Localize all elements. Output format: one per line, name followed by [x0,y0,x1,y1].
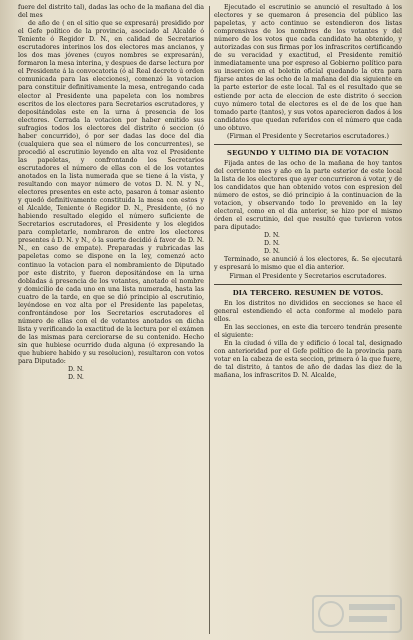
heading-third-day: DIA TERCERO. RESUMEN DE VOTOS. [232,288,384,297]
right-paragraph-terminated: Terminado, se anunció á los electores, &. Se ejecutará y espresará lo mismo que el dia anterior. [214,256,402,272]
right-signature-2: Firman el Presidente y Secretarios escrutadores. [229,272,387,280]
right-signature-1: (Firman el Presidente y Secretarios escrutadores.) [227,132,389,140]
right-paragraph-sections: En las secciones, en este dia tercero tendrán presente el siguiente: [214,323,402,339]
library-watermark-seal [311,594,403,634]
left-paragraph-intro: fuere del distrito tal), dadas las ocho de la mañana del dia del mes [18,4,204,20]
right-candidate-1: D. N. [264,232,280,240]
column-divider [209,6,210,634]
right-candidate-2: D. N. [264,240,280,248]
right-paragraph-second-day: Fijada antes de las ocho de la mañana de hoy tantos del corriente mes y año en la parte esterior de este local la lista de los electores que ayer concurrieron á votar, y de los candidatos que han obtenido votos con espresion del número de estos, se dió principio á la continuacion de la votacion, y observando todo lo prevenido en la ley electoral, como en el dia anterior, se hizo por el mismo órden el escrutinio, del que resultó que tuvieron votos para diputado: [214,159,402,232]
heading-second-day: SEGUNDO Y ULTIMO DIA DE VOTACION [227,148,389,157]
right-paragraph-city: En la ciudad ó villa de y edificio ó local tal, designado con anterioridad por el Gefe político de la provincia para votar en la cabeza de esta seccion, primera ó la que fuere, de tal distrito, á tantos de año de dadas las diez de la mañana, los infrascritos D. N. Alcalde, [214,339,402,380]
left-paragraph-body: de año de ( en el sitio que se expresará) presidido por el Gefe político de la provincia, asociado al Alcalde ó Teniente ó Regidor D. N., en calidad de Secretarios escrutadores interinos los dos electores mas ancianos, y los dos mas jóvenes (cuyos nombres se expresarán), formaron la mesa interina, y despues de darse lectura por el Presidente á la convocatoria (ó al Real decreto ú orden comunicada para las elecciones), comenzó la votacion para constituir definitivamente la mesa, entregando cada elector al Presidente una papeleta con los nombres escritos de los electores para Secretarios escrutadores, y depositándolas este en la urna á presencia de los electores. Cerrada la votacion por haber emitido sus sufragios todos los electores del distrito ó seccion (ó haber concurrido), ó por ser dadas las doce del dia (cualquiera que sea el número de los concurrentes), se procedió al escrutinio leyendo en alta voz el Presidente las papeletas, y confrontando los Secretarios escrutadores el número de ellas con el de los votantes anotados en la lista numerada que se tiene á la vista, y resultando con mayor número de votos D. N. N. y N., electores presentes en este acto, pasaron á tomar asiento y quedó definitivamente constituida la mesa con estos y el Alcalde, Teniente ó Regidor D. N., Presidente, (ó no habiendo resultado elegido el número suficiente de Secretarios escrutadores, el Presidente y los elegidos para completarle, nombraron de entre los electores presentes á D. N. y N., ó la suerte decidió á favor de D. N. N., en caso de empate). Preparadas y rubricadas las papeletas como se dispone en la ley, comenzó acto continuo la votacion para el nombramiento de Diputado por este distrito, y fueron depositándose en la urna dobladas á presencia de los votantes, anotado el nombre y domicilio de cada uno en una lista numerada, hasta las cuatro de la tarde, en que se dió principio al escrutinio, leyéndose en voz alta por el Presidente las papeletas, confrontándose por los Secretarios escrutadores el número de ellas con el de votantes anotados en dicha lista y verificando la exactitud de la lectura por el exámen de las mismas para cerciorarse de su contenido. Hecho sin que hubiese ocurrido duda alguna (ó expresando la que hubiere habido y su resolucion), resultaron con votos para Diputado: [18,20,204,366]
right-column [214,4,402,636]
section-rule-2 [214,284,402,285]
right-paragraph-scrutiny: Ejecutado el escrutinio se anunció el resultado á los electores y se quemaron á presencia del público las papeletas, y acto continuo se estendieron dos listas comprensivas de los nombres de los votantes y del número de los votos que cada candidato ha obtenido, y autorizadas con sus firmas por los infrascritos certificando de su veracidad y exactitud, el Presidente remitió inmediatamente una por espreso al Gobierno político para su insercion en el boletin oficial quedando la otra para fijarse antes de las ocho de la mañana del dia siguiente en la parte esterior de este local. Tal es el resultado que se estiende por acta de eleccion de este distrito ó seccion cuyo número total de electores es el de de los que han tomado parte (tantos), y sus votos aparecieron dados á los candidatos que quedan referidos con el número que cada uno obtuvo. [214,4,402,132]
right-paragraph-districts: En los distritos no divididos en secciones se hace el general estendiendo el acta conforme al modelo para ellos. [214,299,402,323]
right-candidate-3: D. N. [264,248,280,256]
left-candidate-1: D. N. [68,366,84,374]
left-column [18,4,204,636]
section-rule [214,144,402,145]
left-candidate-2: D. N. [68,374,84,382]
